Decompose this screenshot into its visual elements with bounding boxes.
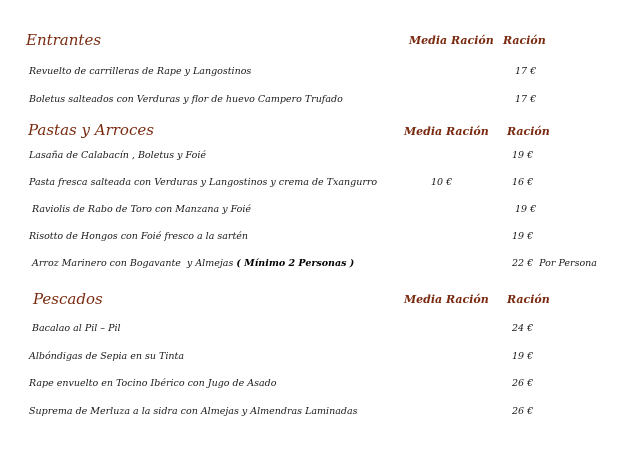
dish-name: Arroz Marinero con Bogavante y Almejas: [32, 258, 234, 269]
dish-price: 19 €: [515, 204, 537, 215]
section-title: Pastas y Arroces: [28, 121, 154, 139]
dish-price: 19 €: [512, 231, 534, 242]
dish-half-price: 10 €: [431, 177, 453, 188]
media-racion-header: Media Ración: [404, 293, 489, 306]
dish-name: Revuelto de carrilleras de Rape y Langostinos: [29, 66, 252, 77]
dish-price-wrap: [512, 258, 597, 269]
menu-item: [0, 94, 640, 110]
menu-item: [0, 323, 640, 339]
dish-price: 22 €: [512, 258, 534, 269]
dish-name: Albóndigas de Sepia en su Tinta: [29, 351, 184, 362]
menu-item: [0, 150, 640, 166]
menu-item: [0, 378, 640, 394]
dish-name: Raviolis de Rabo de Toro con Manzana y Foié: [29, 204, 252, 215]
dish-price: 17 €: [515, 94, 537, 105]
menu-item: [0, 351, 640, 367]
dish-name: Lasaña de Calabacín , Boletus y Foié: [29, 150, 206, 161]
racion-header: Ración: [507, 293, 550, 306]
menu-item: [0, 204, 640, 220]
menu-item: [0, 231, 640, 247]
section-title: Entrantes: [26, 31, 102, 49]
racion-header: Ración: [503, 34, 546, 47]
dish-name: Suprema de Merluza a la sidra con Almejas y Almendras Laminadas: [29, 406, 358, 417]
media-racion-header: Media Ración: [409, 34, 494, 47]
menu-item: [0, 66, 640, 82]
price-unit: Por Persona: [539, 258, 597, 269]
dish-name: Bacalao al Pil – Pil: [29, 323, 121, 334]
menu-item: [0, 406, 640, 422]
dish-name: Risotto de Hongos con Foié fresco a la sartén: [29, 231, 249, 242]
dish-name: Rape envuelto en Tocino Ibérico con Jugo de Asado: [29, 378, 277, 389]
dish-price: 19 €: [512, 150, 534, 161]
menu-item: [0, 177, 640, 193]
dish-name: Boletus salteados con Verduras y flor de huevo Campero Trufado: [29, 94, 343, 105]
minimum-note: ( Mínimo 2 Personas ): [236, 258, 355, 269]
dish-price: 17 €: [515, 66, 537, 77]
section-title: Pescados: [33, 290, 103, 308]
menu-item: [0, 258, 640, 274]
dish-price: 24 €: [512, 323, 534, 334]
dish-price: 26 €: [512, 378, 534, 389]
dish-price: 26 €: [512, 406, 534, 417]
dish-price: 19 €: [512, 351, 534, 362]
racion-header: Ración: [507, 125, 550, 138]
dish-name-wrap: [32, 258, 354, 269]
dish-name: Pasta fresca salteada con Verduras y Langostinos y crema de Txangurro: [29, 177, 378, 188]
dish-price: 16 €: [512, 177, 534, 188]
media-racion-header: Media Ración: [404, 125, 489, 138]
